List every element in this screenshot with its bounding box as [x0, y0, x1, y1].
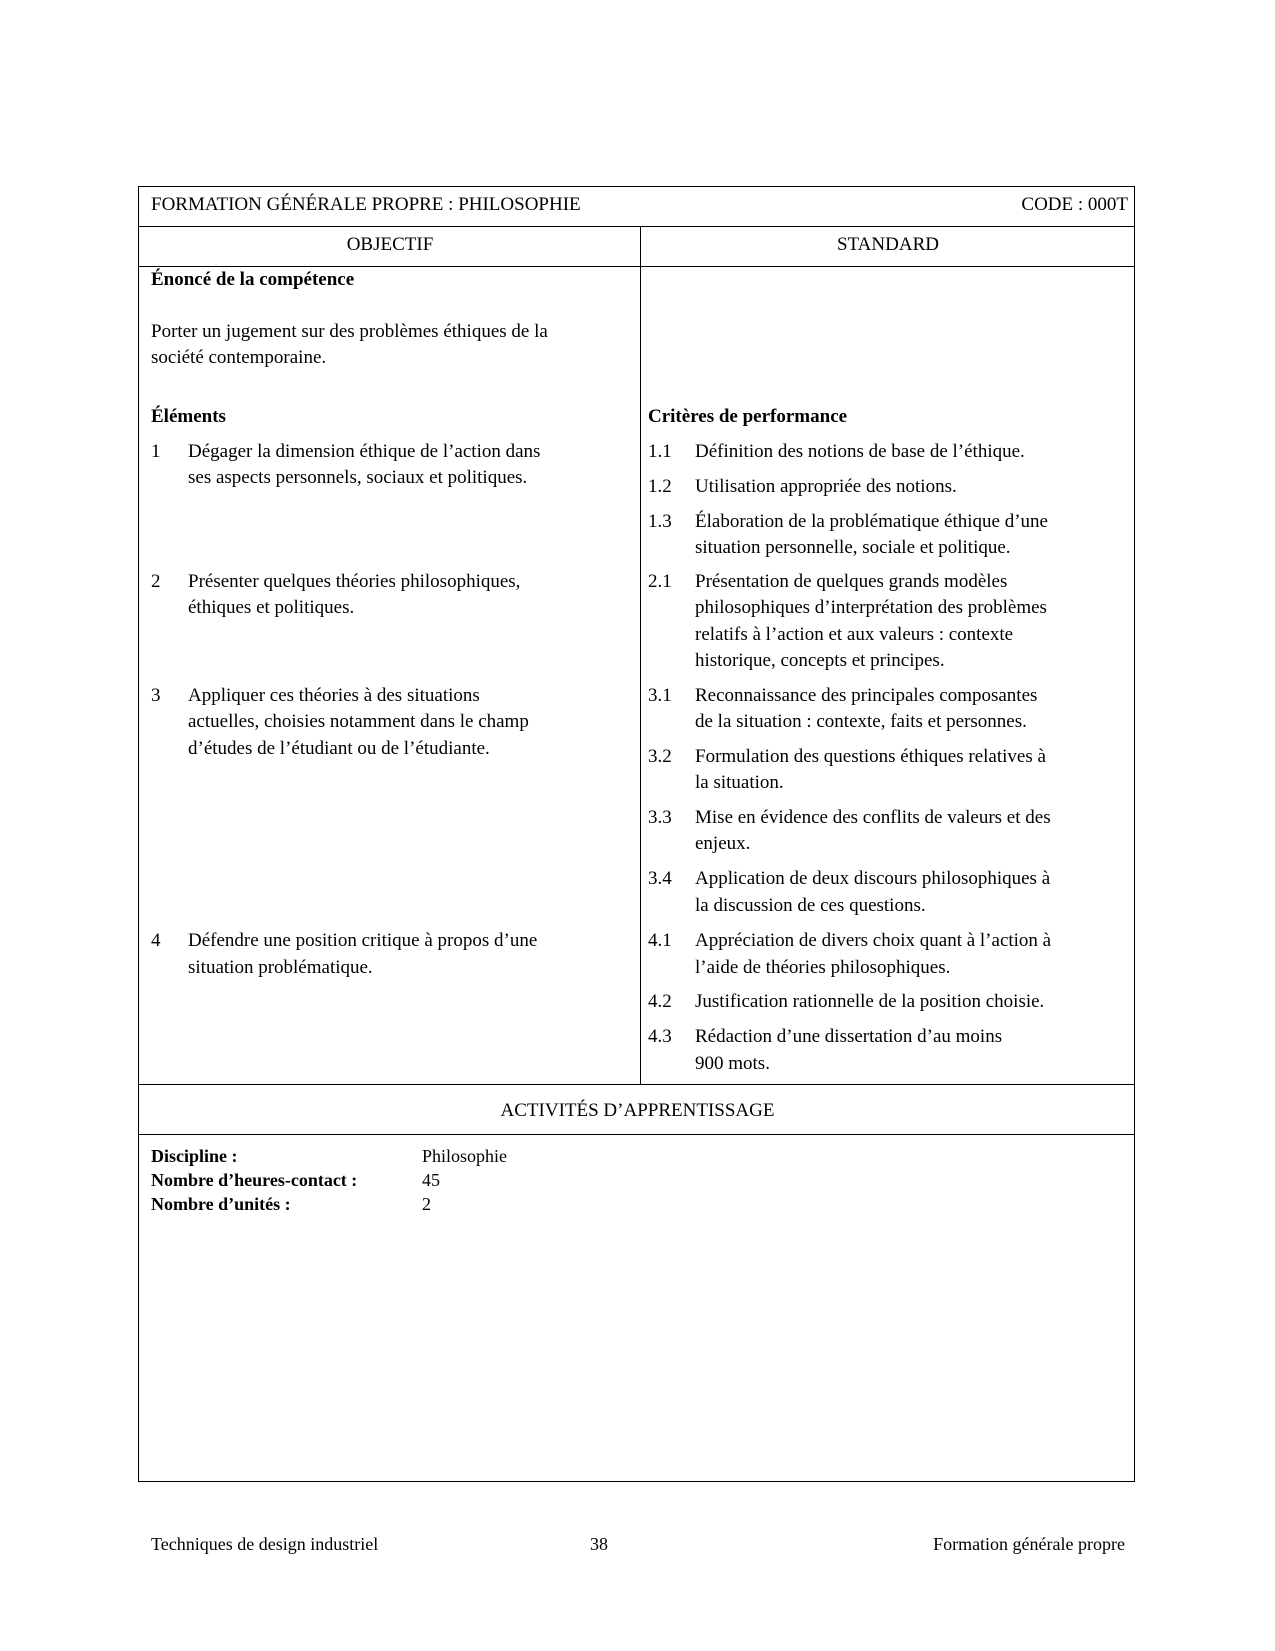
criterion-line: Mise en évidence des conflits de valeurs et des	[695, 807, 1051, 828]
units-label: Nombre d’unités :	[151, 1194, 291, 1214]
criterion-number: 1.3	[648, 511, 672, 532]
element-line: Présenter quelques théories philosophiques,	[188, 571, 521, 592]
criterion-number: 4.3	[648, 1026, 672, 1047]
element-line: d’études de l’étudiant ou de l’étudiante.	[188, 738, 490, 759]
hours-value: 45	[422, 1170, 440, 1190]
criterion-line: philosophiques d’interprétation des problèmes	[695, 597, 1047, 618]
element-number: 3	[151, 685, 161, 706]
criterion-line: Présentation de quelques grands modèles	[695, 571, 1008, 592]
criterion-line: relatifs à l’action et aux valeurs : contexte	[695, 624, 1014, 645]
criterion-number: 3.4	[648, 868, 672, 889]
units-value: 2	[422, 1194, 431, 1214]
criterion-line: historique, concepts et principes.	[695, 650, 945, 671]
criterion-line: Utilisation appropriée des notions.	[695, 476, 957, 497]
discipline-value: Philosophie	[422, 1146, 508, 1166]
criterion-line: Formulation des questions éthiques relatives à	[695, 746, 1046, 767]
objectif-heading: OBJECTIF	[346, 234, 434, 255]
footer-section: Formation générale propre	[933, 1534, 1125, 1554]
element-line: situation problématique.	[188, 957, 373, 978]
standard-heading: STANDARD	[837, 234, 939, 255]
criterion-line: Élaboration de la problématique éthique d’une	[695, 511, 1048, 532]
header-rule	[138, 226, 1135, 227]
criterion-number: 3.1	[648, 685, 672, 706]
element-number: 1	[151, 441, 161, 462]
element-line: Appliquer ces théories à des situations	[188, 685, 480, 706]
criterion-number: 4.1	[648, 930, 672, 951]
criteria-heading: Critères de performance	[648, 406, 848, 427]
criterion-line: enjeux.	[695, 833, 751, 854]
criterion-line: Application de deux discours philosophiques à	[695, 868, 1051, 889]
criterion-line: situation personnelle, sociale et politique.	[695, 537, 1011, 558]
columns-rule	[138, 266, 1135, 267]
competence-heading: Énoncé de la compétence	[151, 269, 355, 290]
criterion-number: 4.2	[648, 991, 672, 1012]
element-line: éthiques et politiques.	[188, 597, 355, 618]
criterion-line: la situation.	[695, 772, 784, 793]
course-code: CODE : 000T	[1021, 194, 1128, 215]
activities-rule	[138, 1134, 1135, 1135]
criterion-number: 3.3	[648, 807, 672, 828]
criterion-line: l’aide de théories philosophiques.	[695, 957, 951, 978]
activities-title: ACTIVITÉS D’APPRENTISSAGE	[500, 1100, 775, 1121]
element-line: Dégager la dimension éthique de l’action dans	[188, 441, 541, 462]
competence-line-1: Porter un jugement sur des problèmes éthiques de la	[151, 321, 548, 342]
criterion-line: Rédaction d’une dissertation d’au moins	[695, 1026, 1003, 1047]
criterion-number: 1.2	[648, 476, 672, 497]
criterion-number: 1.1	[648, 441, 672, 462]
element-line: actuelles, choisies notamment dans le champ	[188, 711, 529, 732]
criterion-line: de la situation : contexte, faits et personnes.	[695, 711, 1027, 732]
elements-heading: Éléments	[151, 406, 226, 427]
criterion-line: Appréciation de divers choix quant à l’action à	[695, 930, 1052, 951]
column-divider	[640, 226, 641, 1084]
criterion-number: 3.2	[648, 746, 672, 767]
page-frame	[138, 186, 1135, 1482]
competence-line-2: société contemporaine.	[151, 347, 327, 368]
criterion-number: 2.1	[648, 571, 672, 592]
criterion-line: Définition des notions de base de l’éthique.	[695, 441, 1025, 462]
criterion-line: 900 mots.	[695, 1053, 770, 1074]
table-bottom-rule	[138, 1084, 1135, 1085]
element-number: 2	[151, 571, 161, 592]
criterion-line: Justification rationnelle de la position choisie.	[695, 991, 1045, 1012]
page-title: FORMATION GÉNÉRALE PROPRE : PHILOSOPHIE	[151, 194, 581, 215]
footer-program: Techniques de design industriel	[151, 1534, 379, 1554]
element-line: ses aspects personnels, sociaux et politiques.	[188, 467, 528, 488]
element-number: 4	[151, 930, 161, 951]
footer-page-number: 38	[590, 1534, 608, 1554]
criterion-line: Reconnaissance des principales composantes	[695, 685, 1038, 706]
element-line: Défendre une position critique à propos d’une	[188, 930, 538, 951]
criterion-line: la discussion de ces questions.	[695, 895, 926, 916]
hours-label: Nombre d’heures-contact :	[151, 1170, 358, 1190]
discipline-label: Discipline :	[151, 1146, 238, 1166]
